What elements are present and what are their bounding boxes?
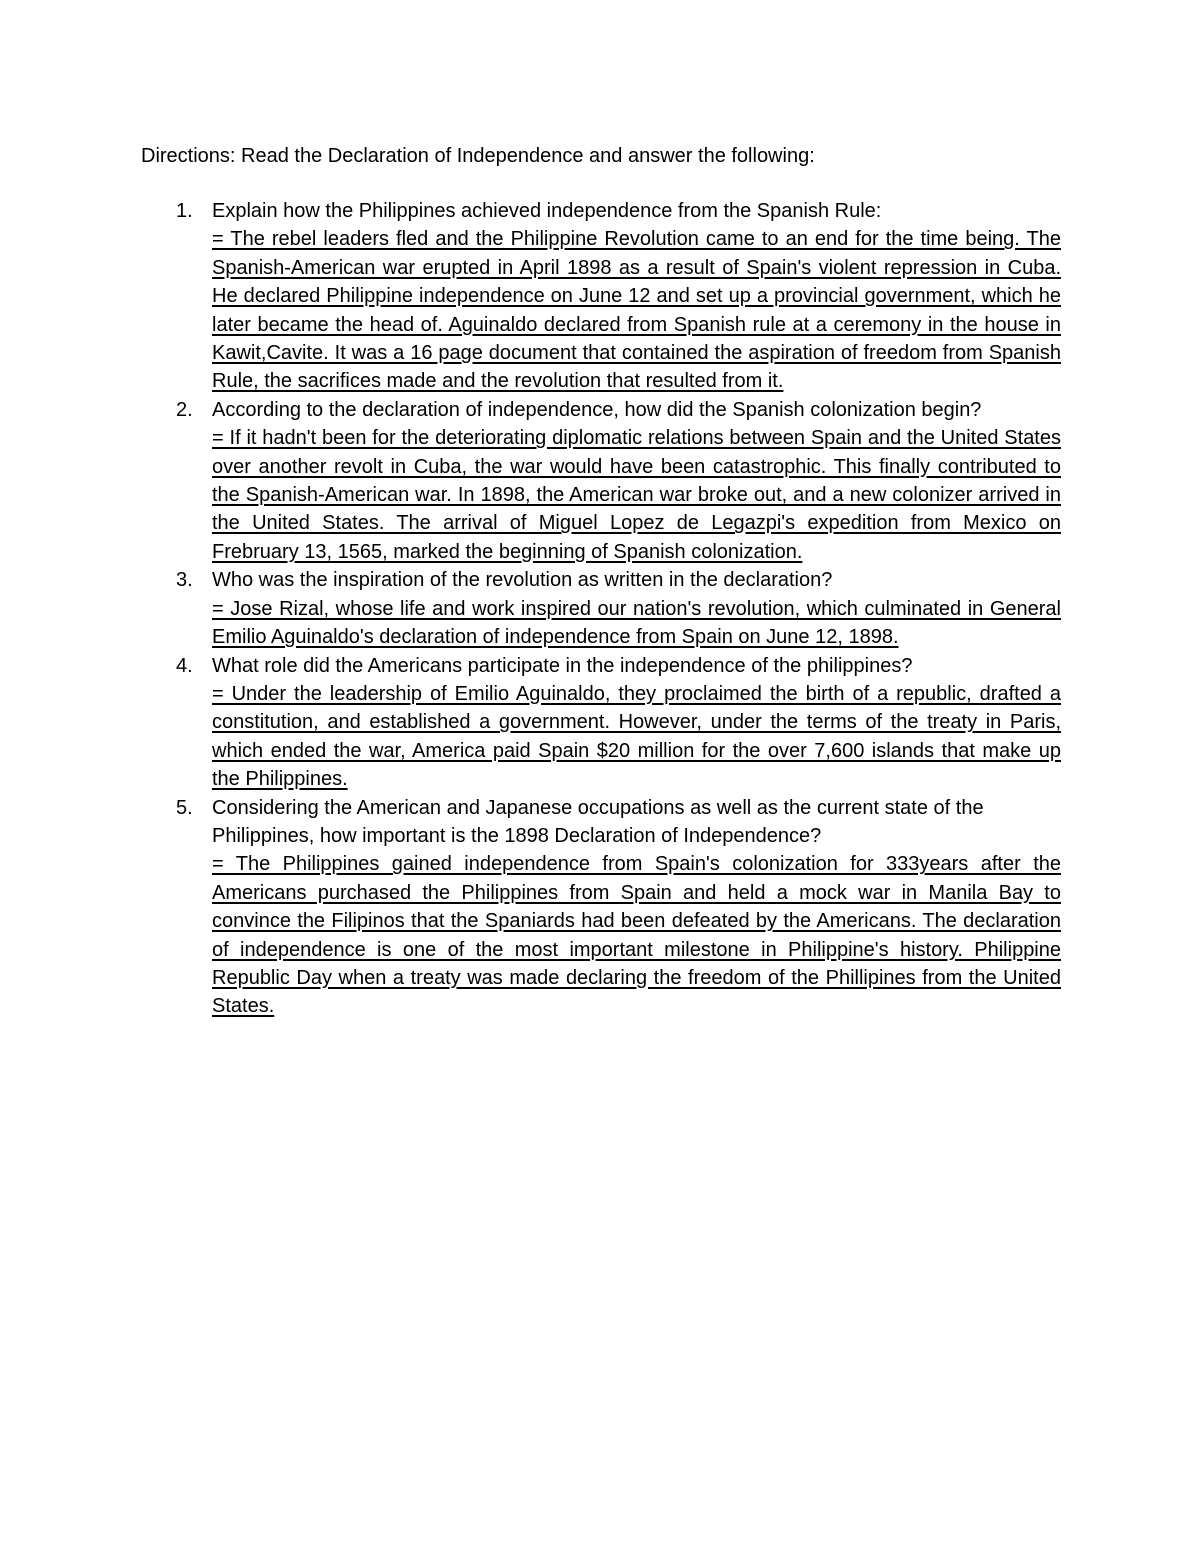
question-number: 3. [176, 569, 193, 592]
question-item-3 [141, 566, 1061, 651]
answer-text: = Under the leadership of Emilio Aguinaldo, they proclaimed the birth of a republic, drafted a constitution, and established a government. However, under the terms of the treaty in Paris, which ended the war, America paid Spain $20 million for the over 7,600 islands that make up the Philippines. [212, 682, 1061, 791]
question-number: 2. [176, 398, 193, 421]
question-item-1 [141, 197, 1061, 396]
question-item-5 [141, 794, 1061, 1021]
question-text: Explain how the Philippines achieved independence from the Spanish Rule: [212, 200, 882, 222]
directions-text: Directions: Read the Declaration of Independence and answer the following: [141, 145, 815, 167]
question-text: Who was the inspiration of the revolution as written in the declaration? [212, 569, 833, 592]
question-text: Considering the American and Japanese occupations as well as the current state of the Philippines, how important is the 1898 Declaration of Independence? [212, 796, 984, 847]
answer-text: = The rebel leaders fled and the Philippine Revolution came to an end for the time being. The Spanish-American war erupted in April 1898 as a result of Spain's violent repression in Cuba. He declared Philippine independence on June 12 and set up a provincial government, which he later became the head of. Aguinaldo declared from Spanish rule at a ceremony in the house in Kawit,Cavite. It was a 16 page document that contained the aspiration of freedom from Spanish Rule, the sacrifices made and the revolution that resulted from it. [212, 228, 1061, 393]
question-number: 4. [176, 654, 193, 677]
answer-text: = The Philippines gained independence from Spain's colonization for 333years after the Americans purchased the Philippines from Spain and held a mock war in Manila Bay to convince the Filipinos that the Spaniards had been defeated by the Americans. The declaration of independence is one of the most important milestone in Philippine's history. Philippine Republic Day when a treaty was made declaring the freedom of the Phillipines from the United States. [212, 853, 1061, 1018]
question-text: According to the declaration of independence, how did the Spanish colonization begin? [212, 398, 982, 421]
question-number: 5. [176, 796, 193, 819]
answer-text: = If it hadn't been for the deteriorating diplomatic relations between Spain and the United States over another revolt in Cuba, the war would have been catastrophic. This finally contributed to the Spanish-American war. In 1898, the American war broke out, and a new colonizer arrived in the United States. The arrival of Miguel Lopez de Legazpi's expedition from Mexico on Frebruary 13, 1565, marked the beginning of Spanish colonization. [212, 427, 1061, 563]
question-item-4 [141, 652, 1061, 794]
question-text: What role did the Americans participate in the independence of the philippines? [212, 654, 913, 677]
question-list [141, 197, 1061, 1021]
answer-text: = Jose Rizal, whose life and work inspired our nation's revolution, which culminated in General Emilio Aguinaldo's declaration of independence from Spain on June 12, 1898. [212, 597, 1061, 649]
question-number: 1. [176, 200, 193, 222]
question-item-2 [141, 396, 1061, 566]
